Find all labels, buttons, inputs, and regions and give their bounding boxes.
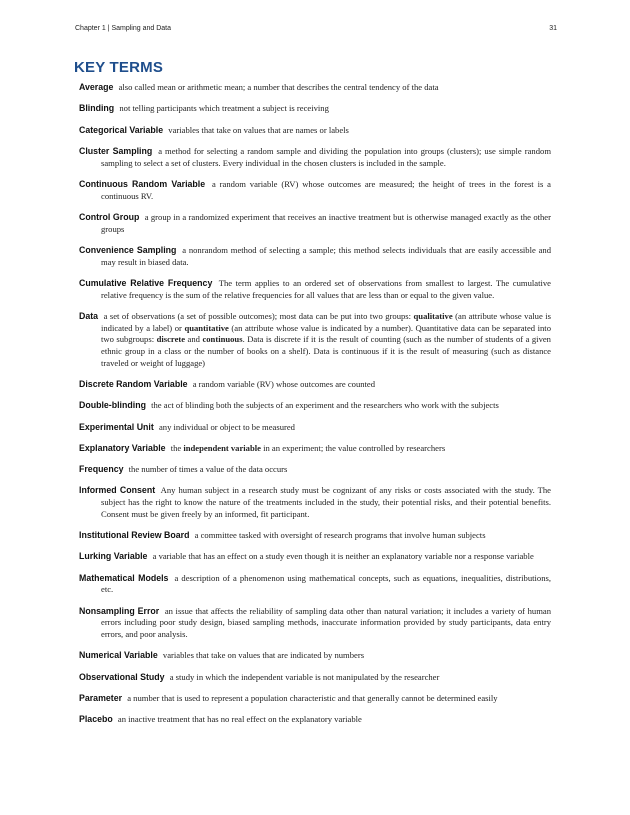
- term-entry: [79, 311, 551, 370]
- term-definition: an inactive treatment that has no real effect on the explanatory variable: [117, 714, 362, 725]
- term-definition: the number of times a value of the data occurs: [128, 464, 288, 475]
- term-definition: a number that is used to represent a population characteristic and that generally cannot be determined easily: [127, 693, 498, 704]
- term-name: Average: [79, 82, 114, 92]
- section-heading: KEY TERMS: [74, 59, 164, 76]
- term-name: Observational Study: [79, 671, 165, 682]
- bold-text: qualitative: [413, 310, 453, 321]
- term-definition: [101, 311, 551, 368]
- term-entry: [79, 103, 551, 115]
- term-definition: also called mean or arithmetic mean; a number that describes the central tendency of the data: [118, 82, 439, 92]
- term-definition: a random variable (RV) whose outcomes are counted: [192, 379, 376, 389]
- term-name: Parameter: [79, 693, 123, 704]
- term-name: Convenience Sampling: [79, 244, 177, 255]
- term-entry: [79, 278, 551, 301]
- term-entry: [79, 179, 551, 202]
- bold-text: independent variable: [183, 442, 261, 453]
- term-name: Institutional Review Board: [79, 530, 190, 541]
- definition-text: a set of observations (a set of possible outcomes); most data can be put into two groups:: [103, 310, 414, 321]
- term-definition: a nonrandom method of selecting a sample; this method selects individuals that are easily accessible and may result in biased data.: [101, 244, 551, 267]
- term-definition: variables that take on values that are names or labels: [168, 124, 349, 135]
- term-name: Nonsampling Error: [79, 605, 160, 616]
- term-definition: a group in a randomized experiment that receives an inactive treatment but is otherwise managed exactly as the other groups: [101, 211, 551, 234]
- term-entry: [79, 573, 551, 596]
- term-entry: [79, 714, 551, 726]
- term-name: Categorical Variable: [79, 124, 164, 135]
- term-definition: Any human subject in a research study must be cognizant of any risks or costs associated with the study. The subject has the right to know the nature of the treatments included in the study, their potential risks, and their potential benefits. Consent must be given freely by an informed, fit participant.: [101, 485, 551, 519]
- term-name: Frequency: [79, 464, 124, 475]
- term-entry: [79, 650, 551, 662]
- term-name: Explanatory Variable: [79, 442, 166, 453]
- term-name: Discrete Random Variable: [79, 379, 188, 389]
- term-entry: [79, 212, 551, 235]
- term-name: Placebo: [79, 714, 113, 725]
- term-definition: the act of blinding both the subjects of an experiment and the researchers who work with the subjects: [151, 400, 499, 411]
- term-name: Control Group: [79, 211, 140, 222]
- term-definition: a random variable (RV) whose outcomes are measured; the height of trees in the forest is a continuous RV.: [101, 178, 551, 201]
- term-entry: [79, 125, 551, 137]
- term-name: Cluster Sampling: [79, 145, 153, 156]
- chapter-title: Chapter 1 | Sampling and Data: [75, 25, 171, 32]
- term-definition: a variable that has an effect on a study even though it is neither an explanatory variable nor a response variable: [152, 551, 534, 562]
- running-header: [75, 25, 557, 32]
- term-entry: [79, 443, 551, 455]
- term-name: Data: [79, 310, 99, 321]
- key-terms-list: [79, 82, 551, 736]
- term-entry: [79, 485, 551, 520]
- term-entry: [79, 672, 551, 684]
- term-definition: a method for selecting a random sample and dividing the population into groups (clusters); use simple random sampling to select a set of clusters. Every individual in the chosen clusters is included in the sample.: [101, 145, 552, 168]
- page-number: 31: [549, 25, 557, 32]
- term-entry: [79, 400, 551, 412]
- term-definition: not telling participants which treatment a subject is receiving: [119, 103, 329, 114]
- term-name: Experimental Unit: [79, 421, 154, 432]
- definition-text: the: [170, 442, 184, 453]
- term-entry: [79, 82, 551, 94]
- term-entry: [79, 422, 551, 434]
- term-entry: [79, 245, 551, 268]
- term-definition: The term applies to an ordered set of observations from smallest to largest. The cumulative relative frequency is the sum of the relative frequencies for all values that are less than or equal to the given value.: [101, 277, 551, 300]
- term-definition: a description of a phenomenon using mathematical concepts, such as equations, inequalities, distributions, etc.: [101, 572, 551, 595]
- term-name: Informed Consent: [79, 485, 156, 496]
- definition-text: . Data is discrete if it is the result of counting (such as the number of students of a given ethnic group in a class or the number of books on a shelf). Data is continuous if it is the result of measuring (such as distance traveled or weight of luggage): [101, 334, 551, 368]
- term-definition: any individual or object to be measured: [158, 421, 295, 432]
- term-definition: an issue that affects the reliability of sampling data other than natural variation; it includes a variety of human errors including poor study design, biased sampling methods, inaccurate information provided by study participants, data entry errors, and poor analysis.: [101, 605, 551, 640]
- bold-text: discrete: [156, 334, 186, 345]
- term-definition: variables that take on values that are indicated by numbers: [162, 650, 365, 661]
- term-name: Double-blinding: [79, 400, 146, 411]
- term-name: Lurking Variable: [79, 551, 148, 562]
- term-entry: [79, 606, 551, 641]
- term-definition: a committee tasked with oversight of research programs that involve human subjects: [194, 530, 486, 541]
- term-name: Numerical Variable: [79, 650, 158, 661]
- definition-text: (an attribute whose value is indicated by a label) or: [101, 310, 551, 333]
- term-definition: [171, 443, 445, 453]
- definition-text: in an experiment; the value controlled by researchers: [260, 442, 446, 453]
- term-entry: [79, 530, 551, 542]
- definition-text: (an attribute whose value is indicated by a number). Quantitative data can be separated into two subgroups:: [101, 322, 551, 345]
- definition-text: and: [185, 334, 203, 345]
- term-entry: [79, 146, 551, 169]
- term-name: Blinding: [79, 103, 115, 114]
- bold-text: continuous: [202, 334, 243, 345]
- bold-text: quantitative: [184, 322, 229, 333]
- term-name: Continuous Random Variable: [79, 178, 206, 189]
- term-definition: a study in which the independent variable is not manipulated by the researcher: [169, 671, 440, 682]
- term-entry: [79, 464, 551, 476]
- term-entry: [79, 379, 551, 391]
- term-entry: [79, 693, 551, 705]
- term-entry: [79, 551, 551, 563]
- term-name: Mathematical Models: [79, 572, 169, 583]
- term-name: Cumulative Relative Frequency: [79, 277, 213, 288]
